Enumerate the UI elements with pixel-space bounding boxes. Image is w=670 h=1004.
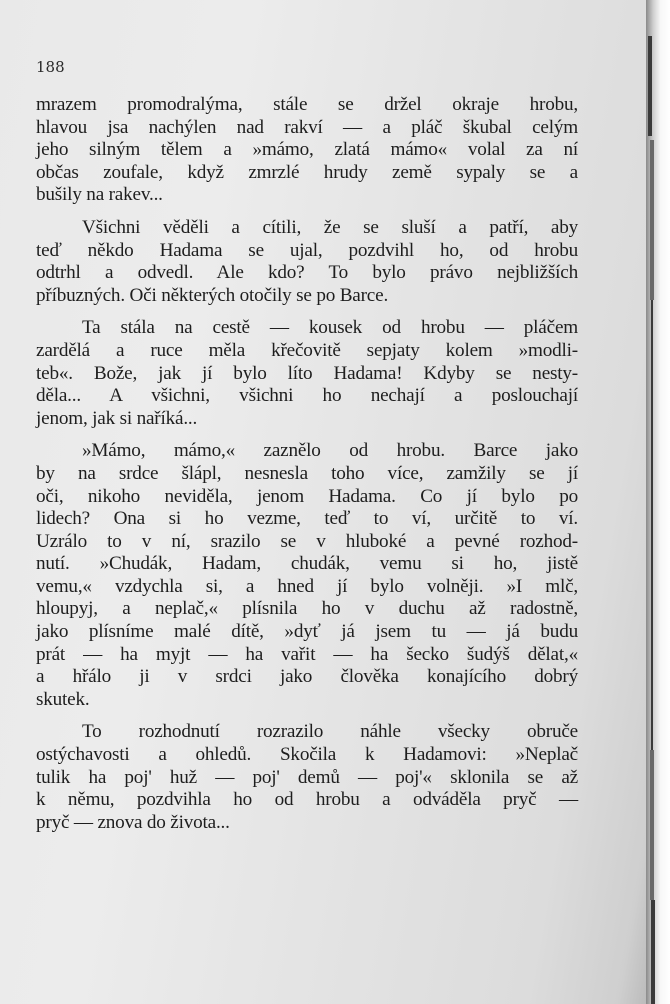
text-line: občas zoufale, když zmrzlé hrudy země sypaly se a [36,161,578,183]
text-line: »Mámo, mámo,« zaznělo od hrobu. Barce jako [82,440,578,462]
text-line: mrazem promodralýma, stále se držel okraje hrobu, [36,94,578,115]
text-line: by na srdce šlápl, nesnesla toho více, zamžily se jí [36,462,578,484]
edge-shadow [650,140,654,300]
text-line: teb«. Bože, jak jí bylo líto Hadama! Kdyby se nesty- [36,362,578,384]
text-line: jeho silným tělem a »mámo, zlatá mámo« volal za ní [36,139,578,161]
text-line: To rozhodnutí rozrazilo náhle všecky obruče [82,721,578,743]
text-line: a hřálo ji v srdci jako člověka konajícího dobrý [36,666,578,688]
text-line: jenom, jak si naříká... [36,407,198,429]
paragraph [36,217,578,307]
text-line: zardělá a ruce měla křečovitě sepjaty kolem »modli- [36,339,578,361]
paragraph [36,440,578,711]
page-body-text [36,94,578,844]
text-line: hloupyj, a neplač,« plísnila ho v duchu až radostně, [36,598,578,620]
text-line: prát — ha myjt — ha vařit — ha šecko šudýš dělat,« [36,643,578,665]
paragraph [36,721,578,834]
edge-shadow [648,36,652,136]
text-line: hlavou jsa nachýlen nad rakví — a pláč škubal celým [36,116,578,138]
text-line: jako plísníme malé dítě, »dyť já jsem tu — já budu [36,621,578,643]
edge-shadow [650,750,654,900]
text-line: nutí. »Chudák, Hadam, chudák, vemu si ho, jistě [36,553,578,575]
text-line: Všichni věděli a cítili, že se sluší a patří, aby [82,216,578,238]
page-edge-binding [646,0,670,1004]
paragraph [36,94,578,207]
text-line: děla... A všichni, všichni ho nechají a poslouchají [36,385,578,407]
text-line: skutek. [36,688,90,710]
text-line: pryč — znova do života... [36,811,230,833]
text-line: Ta stála na cestě — kousek od hrobu — pláčem [82,317,578,339]
text-line: lidech? Ona si ho vezme, teď to ví, určitě to ví. [36,508,578,530]
text-line: k němu, pozdvihla ho od hrobu a odváděla pryč — [36,789,578,811]
text-line: bušily na rakev... [36,184,163,206]
text-line: příbuzných. Oči některých otočily se po Barce. [36,284,389,306]
text-line: teď někdo Hadama se ujal, pozdvihl ho, od hrobu [36,239,578,261]
text-line: Uzrálo to v ní, srazilo se v hluboké a pevné rozhod- [36,530,578,552]
edge-shadow [651,900,655,1004]
text-line: oči, nikoho neviděla, jenom Hadama. Co jí bylo po [36,485,578,507]
text-line: vemu,« vzdychla si, a hned jí bylo volněji. »I mlč, [36,575,578,597]
page-number: 188 [36,58,65,76]
paragraph [36,317,578,430]
text-line: ostýchavosti a ohledů. Skočila k Hadamovi: »Neplač [36,744,578,766]
edge-shadow [651,300,653,750]
text-line: tulik ha poj' huž — poj' demů — poj'« sklonila se až [36,766,578,788]
text-line: odtrhl a odvedl. Ale kdo? To bylo právo nejbližších [36,262,578,284]
